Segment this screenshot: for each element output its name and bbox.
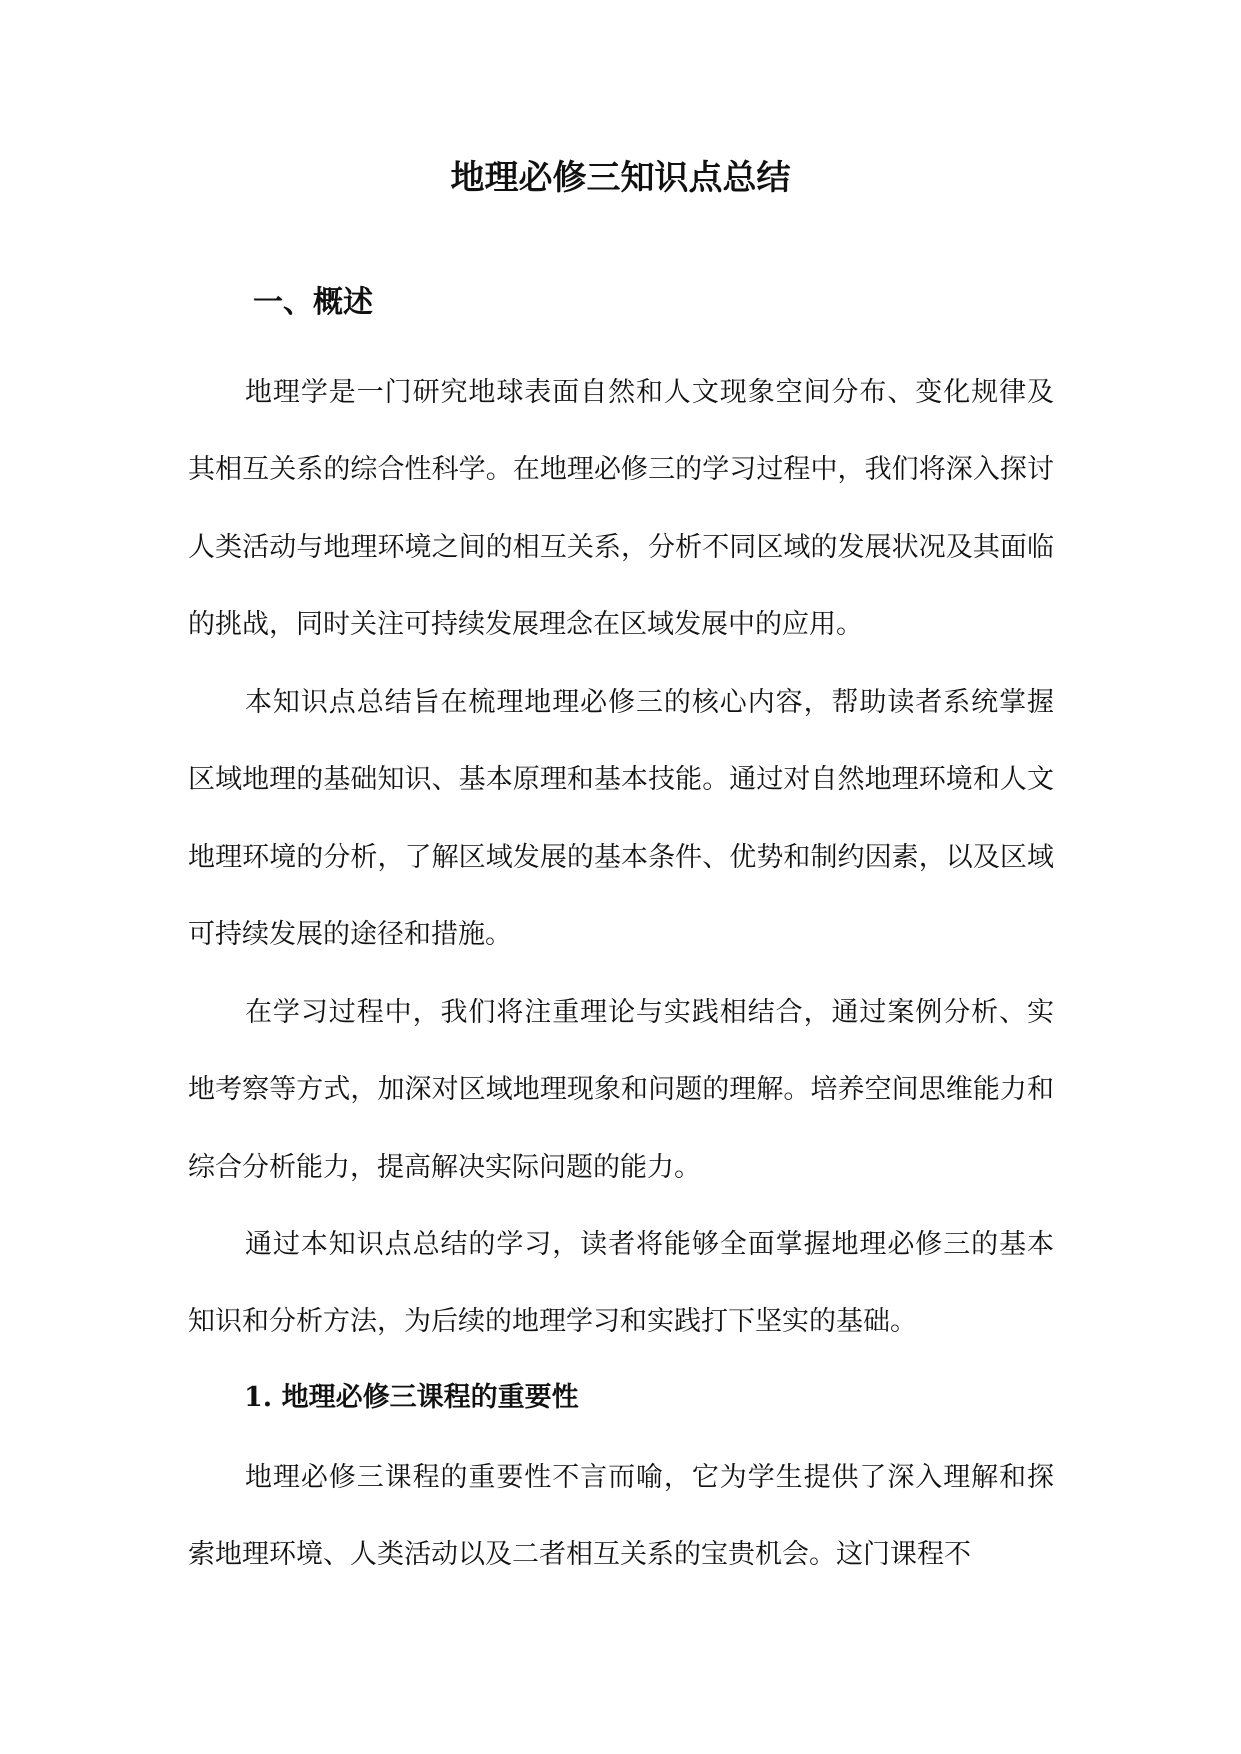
section-heading: 一、概述: [253, 285, 373, 320]
body-paragraph: 在学习过程中，我们将注重理论与实践相结合，通过案例分析、实地考察等方式，加深对区域地理现象和问题的理解。培养空间思维能力和综合分析能力，提高解决实际问题的能力。: [188, 997, 1054, 1183]
body-paragraph: 地理学是一门研究地球表面自然和人文现象空间分布、变化规律及其相互关系的综合性科学。在地理必修三的学习过程中，我们将深入探讨人类活动与地理环境之间的相互关系，分析不同区域的发展状况及其面临的挑战，同时关注可持续发展理念在区域发展中的应用。: [188, 377, 1054, 641]
body-paragraph: 本知识点总结旨在梳理地理必修三的核心内容，帮助读者系统掌握区域地理的基础知识、基本原理和基本技能。通过对自然地理环境和人文地理环境的分析，了解区域发展的基本条件、优势和制约因素，以及区域可持续发展的途径和措施。: [188, 687, 1054, 951]
document-title: 地理必修三知识点总结: [450, 158, 791, 198]
subsection-paragraph: 地理必修三课程的重要性不言而喻，它为学生提供了深入理解和探索地理环境、人类活动以及二者相互关系的宝贵机会。这门课程不: [188, 1462, 1054, 1571]
subsection-heading: 1. 地理必修三课程的重要性: [244, 1382, 579, 1413]
body-paragraph: 通过本知识点总结的学习，读者将能够全面掌握地理必修三的基本知识和分析方法，为后续的地理学习和实践打下坚实的基础。: [188, 1229, 1054, 1338]
